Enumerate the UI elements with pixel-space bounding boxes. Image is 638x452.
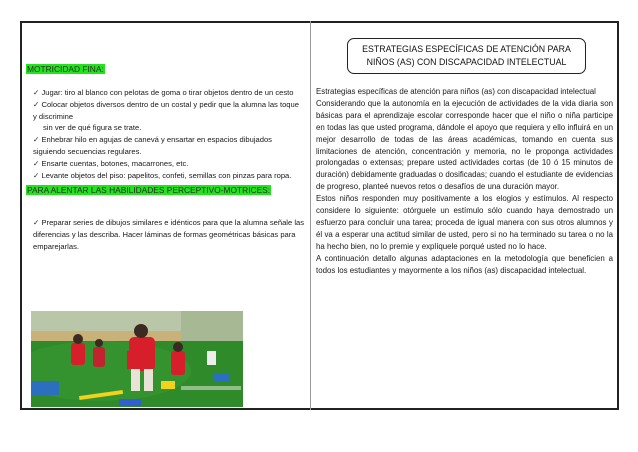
- paragraph: A continuación detallo algunas adaptaciones en la metodología que beneficien a todos los estudiantes y mayormente a los niños (as) discapacidad intelectual.: [316, 253, 613, 275]
- column-divider: [310, 21, 311, 410]
- perceptivo-list: [26, 217, 306, 252]
- heading-perceptivo-motrices: PARA ALENTAR LAS HABILIDADES PERCEPTIVO-MOTRICES:: [27, 185, 271, 195]
- motricidad-list: [26, 87, 304, 181]
- paragraph: Considerando que la autonomía en la ejecución de actividades de la vida diaria son básicas para el aprendizaje escolar corresponde hacer que el niño o niña participe en todas las que usted programa, dándole el apoyo que requiera y ello influirá en un mejor desarrollo de todas de las áreas académicas, tomando en cuenta sus limitaciones de atención, concentración y memoria, no le proponga actividades prolongadas o extensas; prepare usted actividades cortas (de 10 ó 15 minutos de duración) debidamente graduadas o dosificadas; cuando el estudiante de evidencias de progreso, planteé nuevos retos o desafíos de una duración mayor.: [316, 98, 613, 192]
- list-item: ✓ Jugar: tiro al blanco con pelotas de goma o tirar objetos dentro de un cesto: [33, 88, 294, 97]
- paragraph: Estrategias específicas de atención para niños (as) con discapacidad intelectual: [316, 87, 596, 96]
- right-column: [316, 86, 613, 277]
- list-item: ✓ Enhebrar hilo en agujas de canevá y ensartar en espacios dibujados siguiendo secuencias regulares.: [33, 135, 272, 156]
- children-playing-photo: [31, 311, 243, 407]
- paragraph: Estos niños responden muy positivamente a los elogios y estímulos. Al respecto considere lo siguiente: otórguele un estímulo sólo cuando haya demostrado un esfuerzo para concluir una tarea; proceda de igual manera con sus otros alumnos y él va a esperar una actitud similar de usted, pero si no ha terminado su tarea o no la ha hecho bien, no lo premie y explíquele porqué usted no lo hace.: [316, 194, 613, 251]
- strategies-title-box: ESTRATEGIAS ESPECÍFICAS DE ATENCIÓN PARA NIÑOS (AS) CON DISCAPACIDAD INTELECTUAL: [347, 38, 586, 74]
- list-item: ✓ Preparar series de dibujos similares e idénticos para que la alumna señale las diferencias y las describa. Hacer láminas de formas geométricas básicas para emparejarlas.: [33, 218, 305, 251]
- list-item: ✓ Ensarte cuentas, botones, macarrones, etc.: [33, 158, 189, 168]
- heading-motricidad-fina: MOTRICIDAD FINA:: [27, 64, 104, 74]
- list-item: ✓ Levante objetos del piso: papelitos, confeti, semillas con pinzas para ropa.: [33, 170, 292, 180]
- list-item: ✓ Colocar objetos diversos dentro de un costal y pedir que la alumna las toque y discrimine: [33, 99, 299, 121]
- list-item: sin ver de qué figura se trate.: [43, 123, 142, 133]
